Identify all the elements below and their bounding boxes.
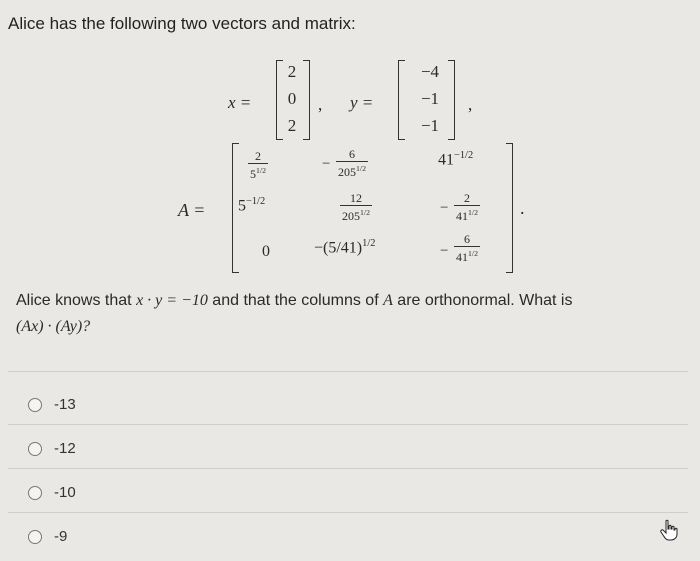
matrix-r2c3 bbox=[454, 192, 480, 223]
matrix-r2c3-sign: − bbox=[440, 200, 449, 216]
answer-option-label: -9 bbox=[54, 528, 68, 545]
prompt-math-1: x · y = −10 bbox=[136, 292, 208, 309]
x-value-3: 2 bbox=[287, 116, 297, 135]
matrix-r3c2: $-(5/41)^{1/2}$ bbox=[314, 238, 376, 257]
A-label: A = bbox=[178, 200, 206, 220]
prompt-text-3: are orthonormal. What is bbox=[392, 292, 573, 309]
matrix-r1c2-den: $205^{1/2}$ bbox=[338, 164, 366, 179]
matrix-r3c3-num: 6 bbox=[463, 232, 470, 246]
matrix-r2c2 bbox=[340, 192, 372, 223]
answer-option[interactable] bbox=[28, 440, 76, 457]
divider bbox=[8, 468, 688, 469]
question-intro: Alice has the following two vectors and matrix: bbox=[8, 14, 356, 33]
x-label: x = bbox=[228, 93, 252, 112]
matrix-r1c1-num: 2 bbox=[254, 149, 261, 163]
matrix-r3c1: 0 bbox=[262, 243, 270, 260]
prompt-math-3: (Ax) · (Ay)? bbox=[16, 318, 91, 335]
hand-pointer-icon bbox=[660, 519, 678, 541]
matrix-r1c2-num: 6 bbox=[348, 147, 355, 161]
prompt-math-2: A bbox=[383, 292, 393, 309]
matrix-r1c1 bbox=[248, 150, 268, 181]
prompt-text-1: Alice knows that bbox=[16, 292, 137, 309]
prompt-text-2: and that the columns of bbox=[207, 292, 384, 309]
matrix-r3c3-sign: − bbox=[440, 243, 449, 259]
A-bracket-right bbox=[506, 143, 513, 273]
x-bracket-right bbox=[303, 60, 310, 140]
answer-option-label: -10 bbox=[54, 484, 76, 501]
x-value-2: 0 bbox=[287, 89, 297, 108]
radio-button[interactable] bbox=[28, 530, 42, 544]
matrix-r2c3-den: $41^{1/2}$ bbox=[456, 208, 478, 223]
matrix-r3c3-den: $41^{1/2}$ bbox=[456, 249, 478, 264]
radio-button[interactable] bbox=[28, 442, 42, 456]
matrix-r2c1: $5^{-1/2}$ bbox=[238, 196, 266, 215]
y-bracket-right bbox=[448, 60, 455, 140]
matrix-r2c2-den: $205^{1/2}$ bbox=[342, 208, 370, 223]
A-period: . bbox=[520, 198, 525, 218]
divider bbox=[8, 424, 688, 425]
y-value-3: −1 bbox=[420, 116, 440, 135]
answer-option-label: -13 bbox=[54, 396, 76, 413]
matrix-r1c1-den: $5^{1/2}$ bbox=[250, 166, 266, 181]
x-value-1: 2 bbox=[287, 62, 297, 81]
matrix-r3c3 bbox=[454, 233, 480, 264]
y-bracket-left bbox=[398, 60, 405, 140]
answer-option-label: -12 bbox=[54, 440, 76, 457]
divider bbox=[8, 512, 688, 513]
y-label: y = bbox=[350, 93, 374, 112]
question-prompt bbox=[16, 288, 691, 340]
matrix-r2c3-num: 2 bbox=[463, 191, 470, 205]
radio-button[interactable] bbox=[28, 398, 42, 412]
answer-option[interactable] bbox=[28, 484, 76, 501]
divider bbox=[8, 371, 688, 372]
y-value-1: −4 bbox=[420, 62, 440, 81]
y-value-2: −1 bbox=[420, 89, 440, 108]
answer-option[interactable] bbox=[28, 528, 67, 545]
matrix-r1c2-sign: − bbox=[322, 156, 331, 172]
matrix-r2c2-num: 12 bbox=[349, 191, 362, 205]
matrix-r1c3: $41^{-1/2}$ bbox=[438, 150, 474, 169]
y-comma: , bbox=[468, 95, 473, 114]
radio-button[interactable] bbox=[28, 486, 42, 500]
answer-option[interactable] bbox=[28, 396, 76, 413]
matrix-r1c2 bbox=[336, 148, 368, 179]
x-comma: , bbox=[318, 95, 323, 114]
